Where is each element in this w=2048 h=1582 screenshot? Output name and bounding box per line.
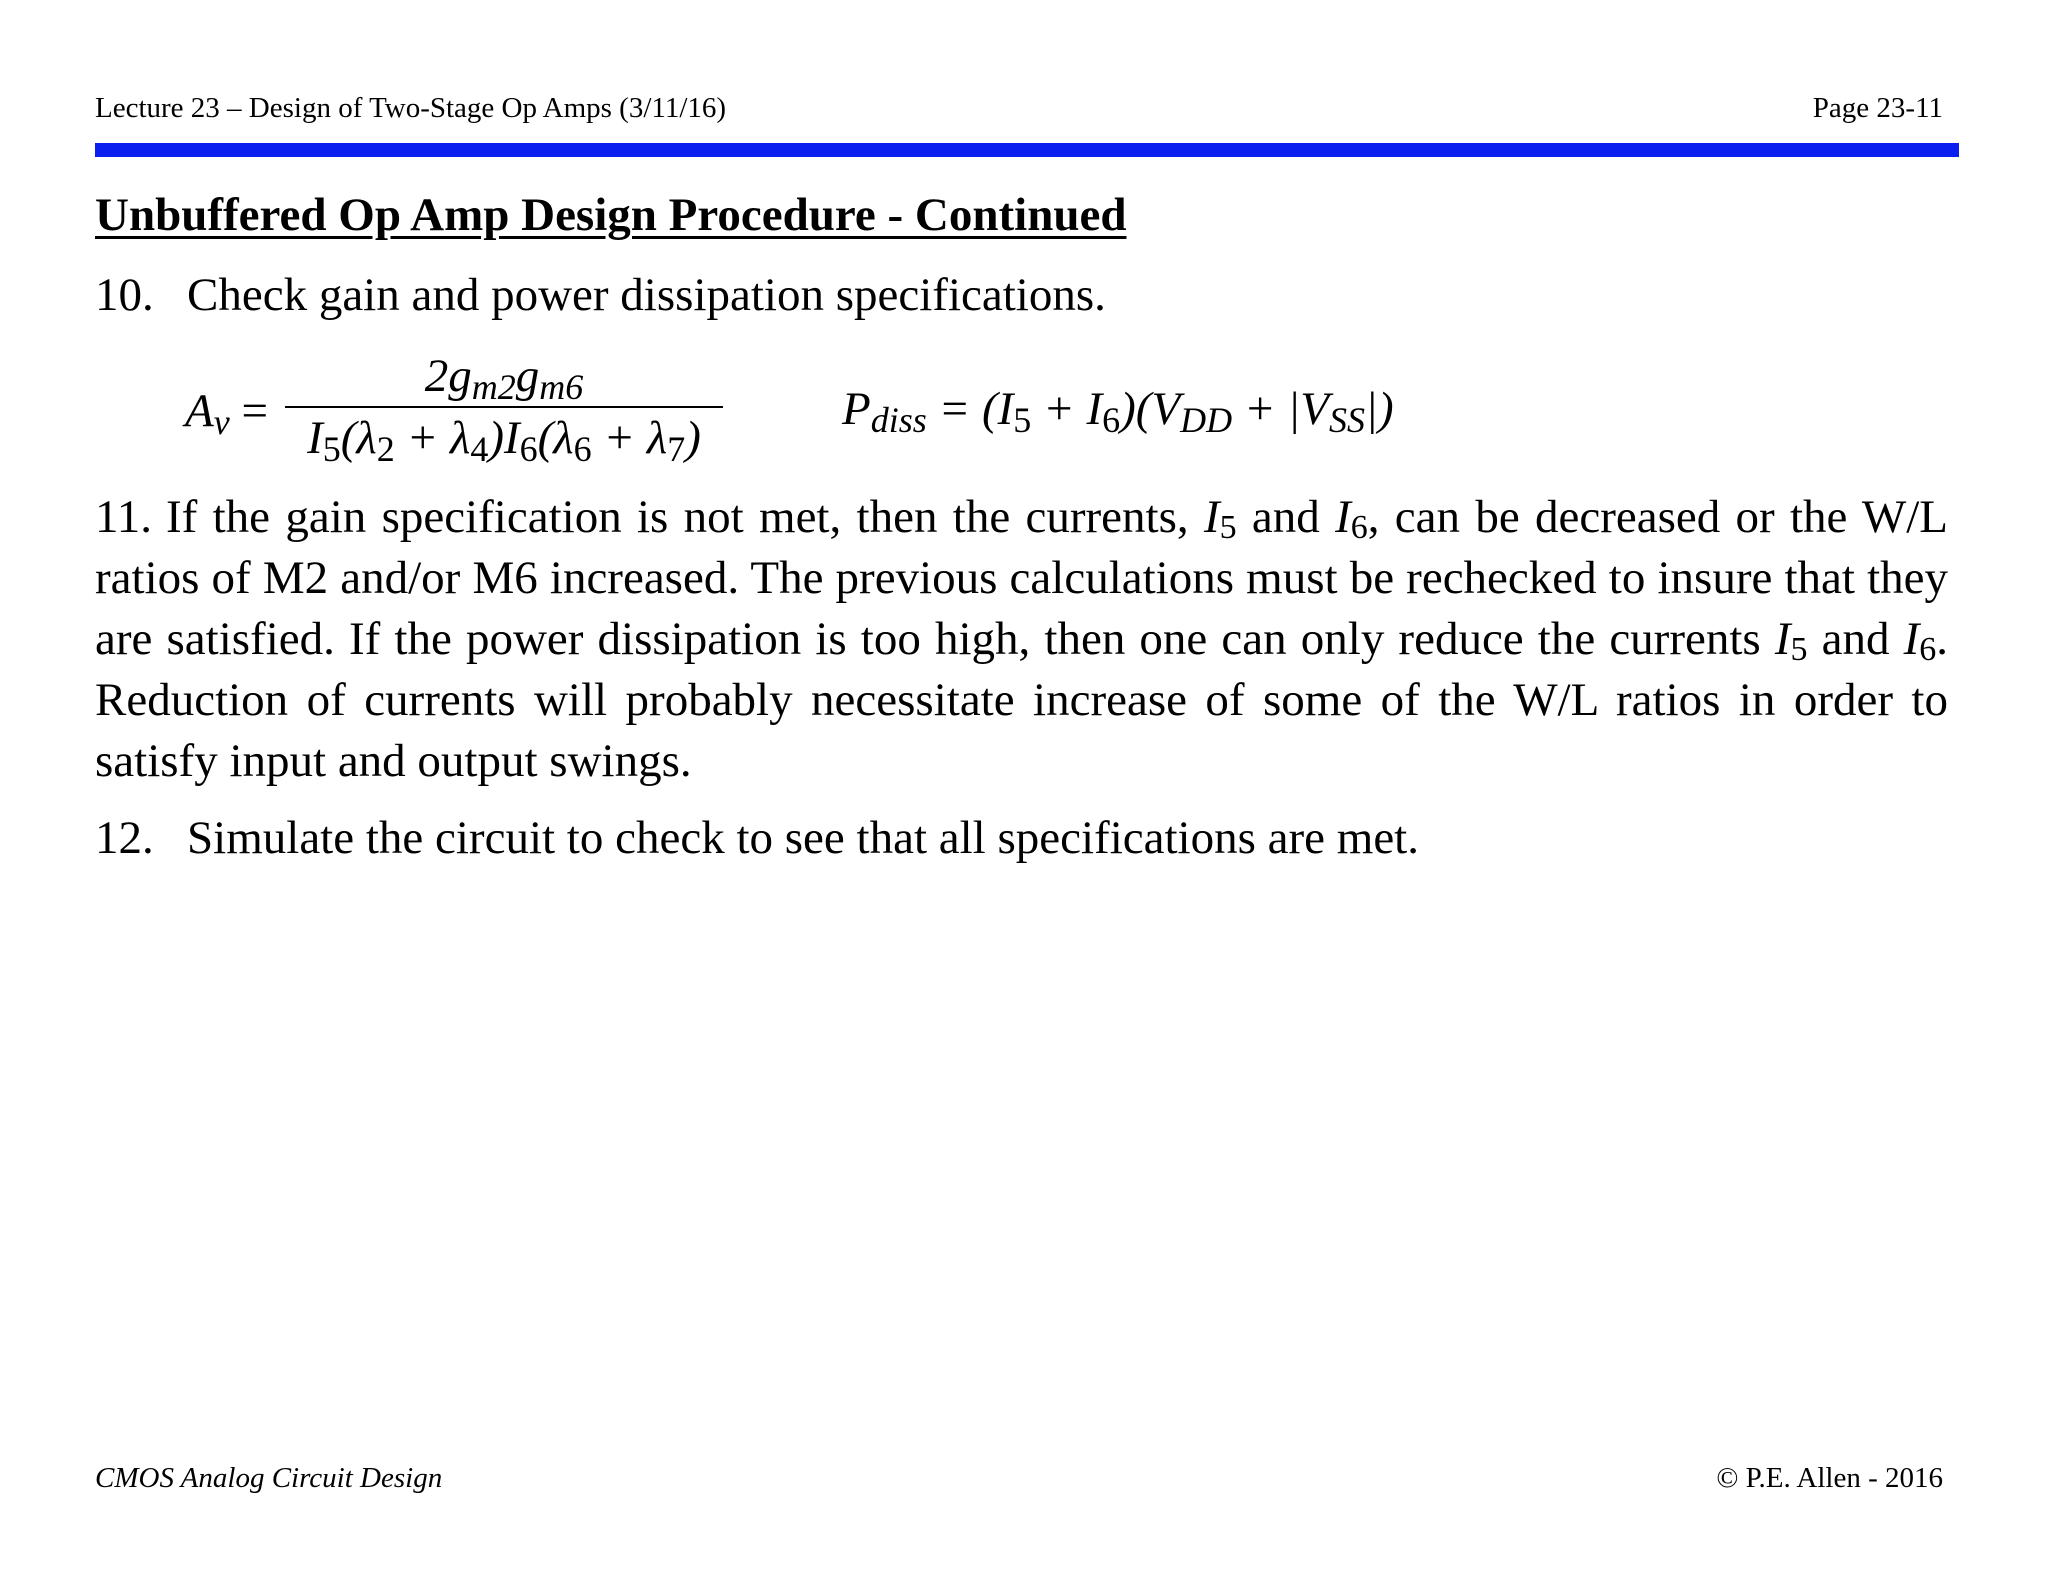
step-12 [95, 808, 1948, 869]
step-text: Check gain and power dissipation specifications. [187, 269, 1106, 321]
copyright: © P.E. Allen - 2016 [1716, 1462, 1943, 1494]
gain-equation [185, 350, 725, 470]
lecture-title: Lecture 23 – Design of Two-Stage Op Amps (3/11/16) [95, 92, 727, 124]
page-header [95, 92, 1953, 132]
slide-title: Unbuffered Op Amp Design Procedure - Continued [95, 189, 1127, 241]
course-name: CMOS Analog Circuit Design [95, 1462, 443, 1494]
gain-denominator: $I_5(\lambda_2 + \lambda_4)I_6(\lambda_6 + \lambda_7)$ [307, 412, 701, 469]
step-text: Simulate the circuit to check to see that all specifications are met. [187, 812, 1419, 864]
step-number: 12. [95, 812, 154, 864]
header-rule [95, 143, 1959, 157]
step-number: 11. [95, 491, 153, 543]
gain-numerator: $2g_{m2}g_{m6}$ [424, 350, 584, 407]
step-number: 10. [95, 269, 154, 321]
gain-lhs: $A_v$ = [185, 385, 268, 442]
page-number: Page 23-11 [1812, 92, 1943, 124]
power-equation: $P_{diss} = (I_5 + I_6)(V_{DD} + |V_{SS}|)$ [842, 383, 1394, 440]
gain-fraction [285, 350, 723, 469]
step-10 [95, 265, 1948, 326]
step-11: 11. If the gain specification is not met, then the currents, $I_5$ and $I_6$, can be decreased or the W/L ratios of M2 and/or M6 increased. The previous calculations must be rechecked to insure that they are satisfied. If the power dissipation is too high, then one can only reduce the currents $I_5$ and $I_6$. Reduction of currents will probably necessitate increase of some of the W/L ratios in order to satisfy input and output swings. [95, 487, 1948, 792]
